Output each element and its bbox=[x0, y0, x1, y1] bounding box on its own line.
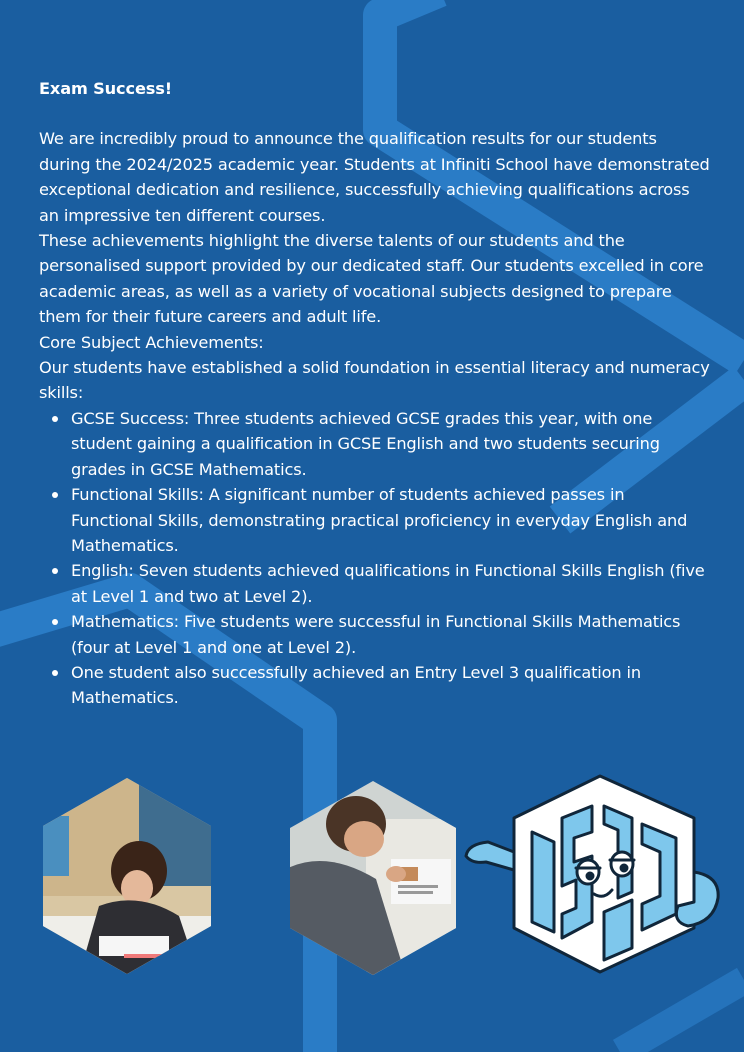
achievements-list bbox=[39, 406, 711, 711]
section-heading: Core Subject Achievements: bbox=[39, 332, 264, 352]
intro-paragraph: We are incredibly proud to announce the qualification results for our students during the 2024/2025 academic year. Students at Infiniti School have demonstrated exceptional dedication and resilience, successfully achieving qualifications across an impressive ten different courses. bbox=[39, 129, 710, 225]
student-writing-photo bbox=[39, 776, 215, 976]
article bbox=[39, 76, 711, 711]
section-intro: Our students have established a solid foundation in essential literacy and numeracy skills: bbox=[39, 358, 710, 403]
list-item: Mathematics: Five students were successful in Functional Skills Mathematics (four at Level 1 and one at Level 2). bbox=[71, 609, 711, 660]
list-item: GCSE Success: Three students achieved GCSE grades this year, with one student gaining a qualification in GCSE English and two students securing grades in GCSE Mathematics. bbox=[71, 406, 711, 482]
list-item: One student also successfully achieved an Entry Level 3 qualification in Mathematics. bbox=[71, 660, 711, 711]
mascot-logo-icon bbox=[462, 772, 724, 978]
student-reading-photo bbox=[286, 779, 460, 977]
achievements-paragraph: These achievements highlight the diverse talents of our students and the personalised support provided by our dedicated staff. Our students excelled in core academic areas, as well as a variety of vocational subjects designed to prepare them for their future careers and adult life. bbox=[39, 231, 704, 327]
list-item: Functional Skills: A significant number of students achieved passes in Functional Skills, demonstrating practical proficiency in everyday English and Mathematics. bbox=[71, 482, 711, 558]
list-item: English: Seven students achieved qualifications in Functional Skills English (five at Level 1 and two at Level 2). bbox=[71, 558, 711, 609]
page-title: Exam Success! bbox=[39, 79, 172, 98]
